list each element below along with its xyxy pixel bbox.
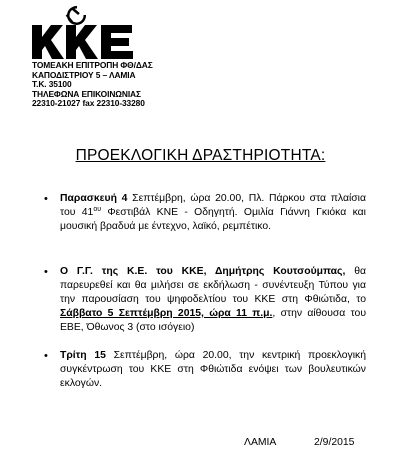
hammer-sickle-icon [66,6,86,25]
bullet-icon: • [44,266,48,278]
address-block [32,61,153,109]
event-day: Παρασκευή 4 [60,193,128,204]
kke-logo [32,4,133,60]
event-speaker: Ο Γ.Γ. της Κ.Ε. του ΚΚΕ, Δημήτρης Κουτσούμπας, [60,266,346,277]
address-line: ΤΟΜΕΑΚΗ ΕΠΙΤΡΟΠΗ ΦΘ/ΔΑΣ [32,60,153,70]
list-item [44,349,366,391]
footer-date: 2/9/2015 [314,437,355,448]
event-date: Σάββατο 5 Σεπτέμβρη 2015, ώρα 11 π.μ. [60,308,273,319]
kke-logo-text [32,25,133,59]
page-title: ΠΡΟΕΚΛΟΓΙΚΗ ΔΡΑΣΤΗΡΙΟΤΗΤΑ: [75,147,326,164]
bullet-icon: • [44,350,48,362]
event-list [44,192,366,391]
event-text: Σεπτέμβρη, ώρα 20.00, την κεντρική προεκλογική συγκέντρωση του ΚΚΕ στη Φθιώτιδα ενόψει των βουλευτικών εκλογών. [60,350,366,389]
bullet-icon: • [44,193,48,205]
event-text: , στην αίθουσα του ΕΒΕ, Όθωνος 3 (στο ισόγειο) [60,308,367,333]
list-item [44,192,366,234]
event-text: θα παρευρεθεί και θα μιλήσει σε εκδήλωση - συνέντευξη Τύπου για την παρουσίαση του ψηφοδελτίου του ΚΚΕ στη Φθιώτιδα, το [60,266,366,305]
address-line: ΤΗΛΕΦΩΝΑ ΕΠΙΚΟΙΝΩΝΙΑΣ [32,88,141,99]
footer-city: ΛΑΜΙΑ [244,437,277,448]
address-line: Τ.Κ. 35100 [32,79,72,90]
address-line: 22310-21027 fax 22310-33280 [32,98,145,109]
event-text: Σεπτέμβρη, ώρα 20.00, Πλ. Πάρκου στα πλαίσια του 41 [60,193,367,218]
list-item [44,265,366,335]
address-line: ΚΑΠΟΔΙΣΤΡΙΟΥ 5 – ΛΑΜΙΑ [32,69,136,80]
ordinal-superscript: ου [93,206,102,213]
event-text: Φεστιβάλ ΚΝΕ - Οδηγητή. Ομιλία Γιάννη Γκιόκα και μουσική βραδυά με έντεχνο, λαϊκό, ρεμπέτικο. [60,207,366,232]
event-day: Τρίτη 15 [60,350,106,361]
